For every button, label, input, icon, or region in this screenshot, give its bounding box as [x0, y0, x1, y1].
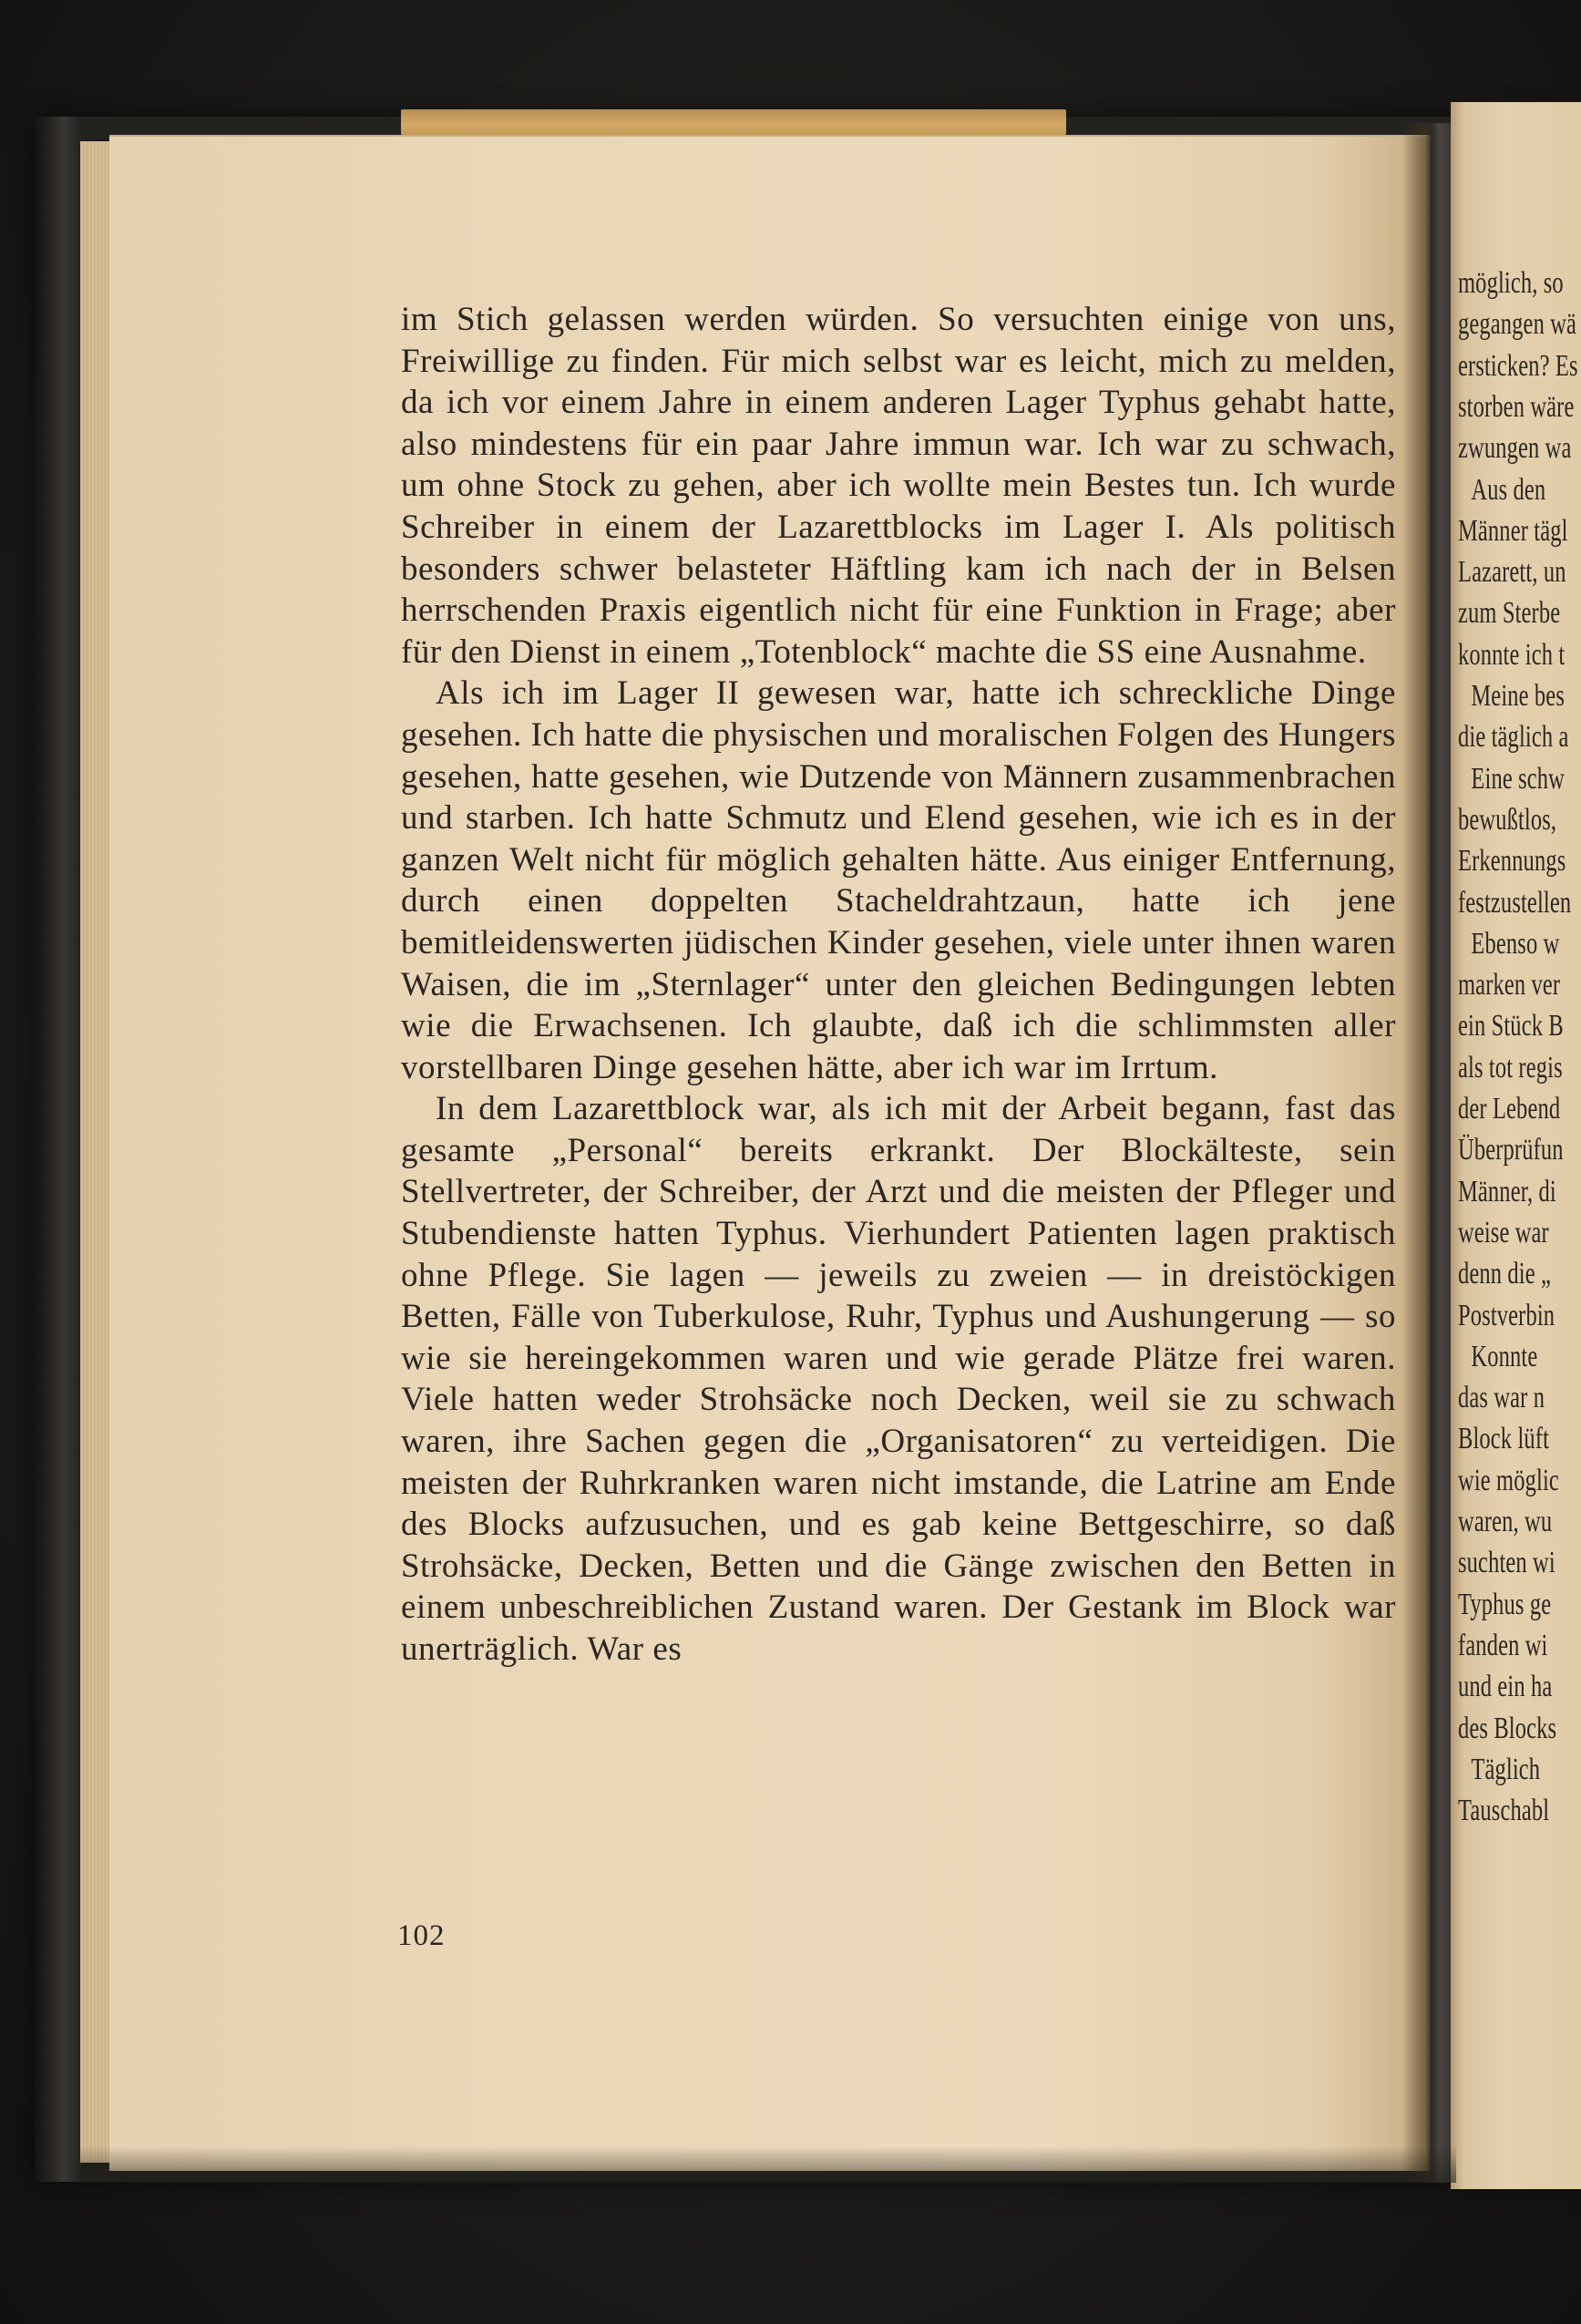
facing-page-line: ein Stück B	[1458, 1009, 1564, 1044]
facing-page-line: Männer, di	[1458, 1174, 1556, 1208]
facing-page-line: Ebenso w	[1471, 926, 1560, 961]
facing-page-line: Block lüft	[1458, 1422, 1550, 1456]
facing-page-line: Erkennungs	[1458, 844, 1566, 879]
facing-page-line: Überprüfun	[1458, 1133, 1564, 1167]
page-body-text	[401, 299, 1396, 1671]
facing-page-line: möglich, so	[1458, 266, 1564, 300]
facing-page-line: Täglich	[1471, 1752, 1541, 1786]
facing-page-line: Eine schw	[1471, 761, 1565, 796]
facing-page-line: fanden wi	[1458, 1628, 1548, 1662]
facing-page-line: des Blocks	[1458, 1711, 1557, 1745]
book-gutter	[1401, 123, 1456, 2183]
paragraph-3: In dem Lazarettblock war, als ich mit der Arbeit begann, fast das gesamte „Personal“ bereits erkrankt. Der Blockälteste, sein Stellvertreter, der Schreiber, der Arzt und die meisten der Pfleger und Stubendienste hatten Typhus. Vierhundert Patienten lagen praktisch ohne Pflege. Sie lagen — jeweils zu zweien — in dreistöckigen Betten, Fälle von Tuberkulose, Ruhr, Typhus und Aushungerung — so wie sie hereingekommen waren und wie gerade Plätze frei waren. Viele hatten weder Strohsäcke noch Decken, weil sie zu schwach waren, ihre Sachen gegen die „Organisatoren“ zu verteidigen. Die meisten der Ruhrkranken waren nicht imstande, die Latrine am Ende des Blocks aufzusuchen, und es gab keine Bettgeschirre, so daß Strohsäcke, Decken, Betten und die Gänge zwischen den Betten in einem unbeschreiblichen Zustand waren. Der Gestank im Block war unerträglich. War es	[401, 1090, 1396, 1668]
facing-page-line: der Lebend	[1458, 1092, 1561, 1126]
book-spine-edge	[35, 117, 82, 2182]
facing-page-line: Aus den	[1471, 472, 1546, 507]
bottom-shadow	[80, 2146, 1456, 2183]
top-binding-strip	[401, 109, 1066, 135]
facing-page-line: bewußtlos,	[1458, 802, 1557, 837]
facing-page-line: Postverbin	[1458, 1298, 1555, 1332]
facing-page-line: weise war	[1458, 1215, 1549, 1249]
facing-page-line: Männer tägl	[1458, 513, 1568, 548]
facing-page-line: wie möglic	[1458, 1463, 1559, 1497]
facing-page-line: festzustellen	[1458, 885, 1572, 920]
facing-page-line: Tauschabl	[1458, 1794, 1550, 1828]
facing-page-line: Typhus ge	[1458, 1587, 1552, 1621]
facing-page-line: storben wäre	[1458, 389, 1575, 424]
facing-page-line: zwungen wa	[1458, 431, 1572, 466]
facing-page-line: marken ver	[1458, 968, 1561, 1003]
paragraph-2: Als ich im Lager II gewesen war, hatte ich schreckliche Dinge gesehen. Ich hatte die physischen und moralischen Folgen des Hungers gesehen, hatte gesehen, wie Dutzende von Männern zusammenbrachen und starben. Ich hatte Schmutz und Elend gesehen, wie ich es in der ganzen Welt nicht für möglich gehalten hätte. Aus einiger Entfernung, durch einen doppelten Stacheldrahtzaun, hatte ich jene bemitleidenswerten jüdischen Kinder gesehen, viele unter ihnen waren Waisen, die im „Sternlager“ unter den gleichen Bedingungen lebten wie die Erwachsenen. Ich glaubte, daß ich die schlimmsten aller vorstellbaren Dinge gesehen hätte, aber ich war im Irrtum.	[401, 674, 1396, 1086]
page-stack-edge	[80, 141, 111, 2163]
facing-page-line: gegangen wä	[1458, 307, 1577, 342]
facing-page-line: als tot regis	[1458, 1050, 1563, 1085]
facing-page-line: suchten wi	[1458, 1546, 1555, 1580]
page-number: 102	[397, 1919, 446, 1952]
facing-page-line: denn die „	[1458, 1257, 1552, 1291]
facing-page-line: Konnte	[1471, 1339, 1538, 1373]
facing-page-line: und ein ha	[1458, 1670, 1553, 1704]
facing-page-line: ersticken? Es	[1458, 348, 1578, 383]
facing-page-line: die täglich a	[1458, 720, 1569, 755]
facing-page-line: waren, wu	[1458, 1505, 1553, 1538]
facing-page-line: konnte ich t	[1458, 637, 1566, 672]
facing-page-line: zum Sterbe	[1458, 596, 1561, 631]
facing-page-line: Lazarett, un	[1458, 555, 1566, 590]
facing-page-line: Meine bes	[1471, 679, 1565, 713]
facing-page-line: das war n	[1458, 1381, 1545, 1415]
paragraph-1: im Stich gelassen werden würden. So versuchten einige von uns, Freiwillige zu finden. Für mich selbst war es leicht, mich zu melden, da ich vor einem Jahre in einem anderen Lager Typhus gehabt hatte, also mindestens für ein paar Jahre immun war. Ich war zu schwach, um ohne Stock zu gehen, aber ich wollte mein Bestes tun. Ich wurde Schreiber in einem der Lazarettblocks im Lager I. Als politisch besonders schwer belasteter Häftling kam ich nach der in Belsen herrschenden Praxis eigentlich nicht für eine Funktion in Frage; aber für den Dienst in einem „Totenblock“ machte die SS eine Ausnahme.	[401, 301, 1396, 671]
